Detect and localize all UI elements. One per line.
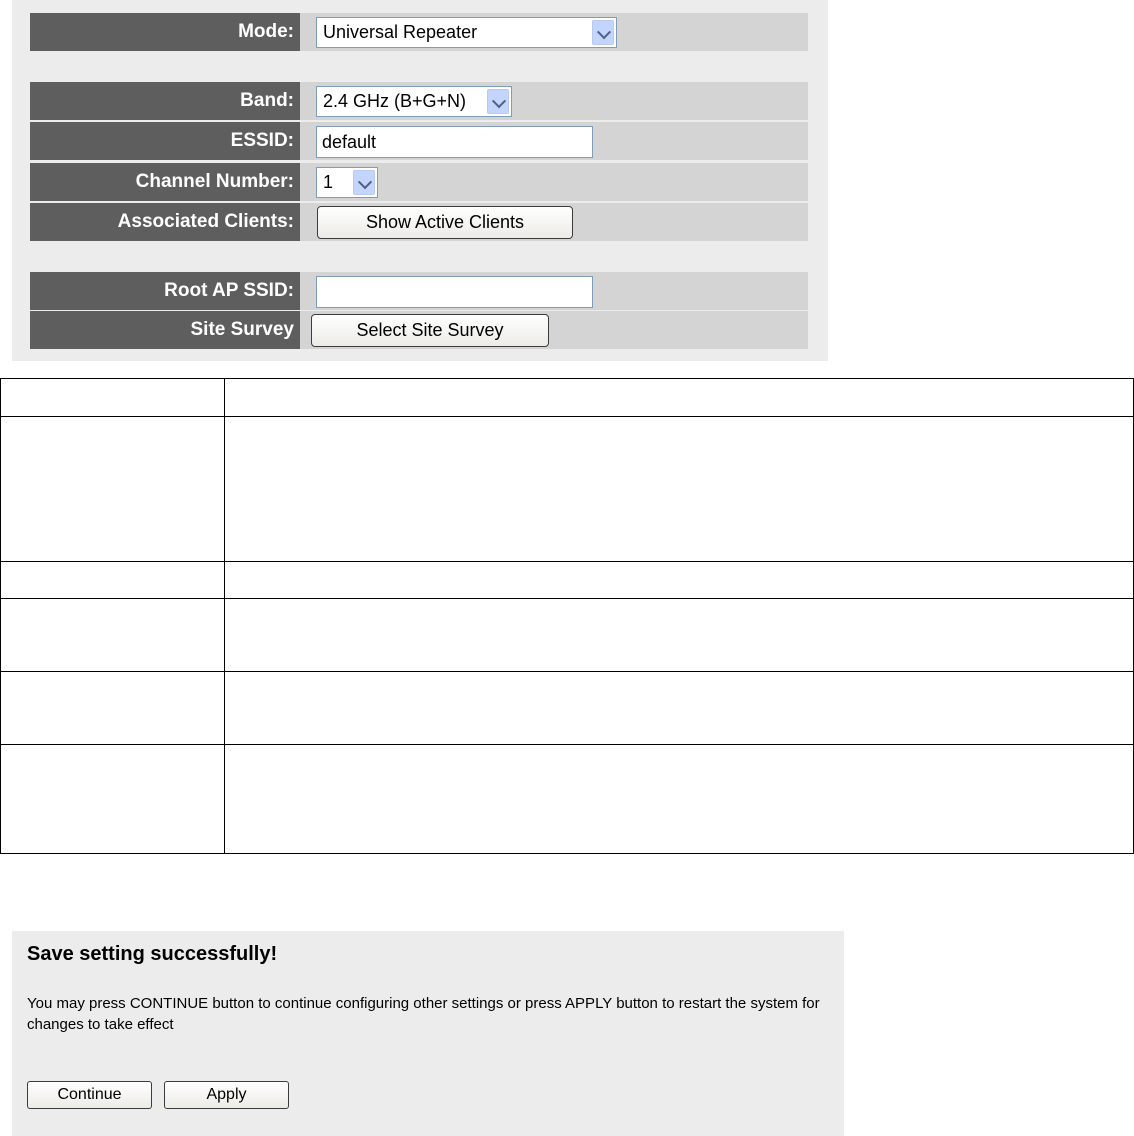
continue-button[interactable]: Continue: [27, 1081, 152, 1109]
essid-row: [30, 122, 808, 160]
band-row: [30, 82, 808, 120]
table-column-divider: [224, 379, 225, 853]
mode-select[interactable]: [316, 17, 617, 48]
table-row-divider: [1, 598, 1133, 599]
essid-input[interactable]: default: [316, 126, 593, 158]
save-success-message: You may press CONTINUE button to continue configuring other settings or press APPLY button to restart the system for changes to take effect: [27, 995, 820, 1033]
show-active-clients-button[interactable]: Show Active Clients: [317, 206, 573, 239]
root-ssid-input[interactable]: [316, 276, 593, 308]
chevron-down-icon[interactable]: [353, 170, 375, 195]
apply-button[interactable]: Apply: [164, 1081, 289, 1109]
channel-label: Channel Number:: [30, 163, 300, 201]
save-success-title: Save setting successfully!: [27, 943, 278, 965]
band-label: Band:: [30, 82, 300, 120]
site-survey-label: Site Survey: [30, 311, 300, 349]
mode-select-value: Universal Repeater: [323, 22, 478, 42]
channel-select-value: 1: [323, 172, 334, 192]
chevron-down-icon[interactable]: [592, 20, 614, 45]
site-survey-row: [30, 311, 808, 349]
save-success-panel: [12, 931, 844, 1136]
select-site-survey-button[interactable]: Select Site Survey: [311, 314, 549, 347]
clients-label: Associated Clients:: [30, 203, 300, 241]
description-table: [0, 378, 1134, 854]
channel-row: [30, 163, 808, 201]
table-row-divider: [1, 416, 1133, 417]
table-row-divider: [1, 561, 1133, 562]
table-row-divider: [1, 671, 1133, 672]
clients-row: [30, 203, 808, 241]
essid-label: ESSID:: [30, 122, 300, 160]
mode-label: Mode:: [30, 13, 300, 51]
root-ssid-row: [30, 272, 808, 310]
band-select[interactable]: [316, 86, 512, 117]
table-row-divider: [1, 744, 1133, 745]
settings-panel: [12, 0, 828, 361]
band-select-value: 2.4 GHz (B+G+N): [323, 91, 467, 111]
mode-row: [30, 13, 808, 51]
root-ssid-label: Root AP SSID:: [30, 272, 300, 310]
chevron-down-icon[interactable]: [487, 89, 509, 114]
channel-select[interactable]: [316, 167, 378, 198]
